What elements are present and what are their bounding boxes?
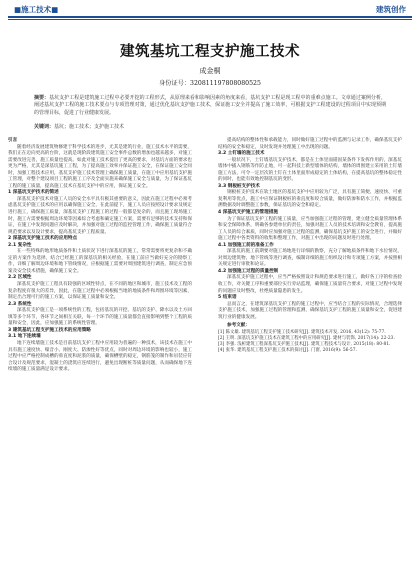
section-heading: 2.1 复杂性 [8, 242, 32, 248]
body-column-right [218, 138, 402, 355]
header-rule-thin [8, 19, 412, 20]
body-column-left [8, 138, 192, 374]
section-heading: 2 深基坑支护施工技术的应用特点 [8, 236, 78, 242]
body-paragraph: 为了保证基坑支护工程的施工质量，应当加强施工过程的管理，建立健全质量管理体系和安全保障体系，明确各参建单位的责任，加强对施工人员的技术培训和安全教育，提高施工人员的综合素质，同时应加强对施工过程的监测，确保基坑支护施工的安全进行，并做好施工过程中各类资料的收集和整理工作，对施工中出现的问题及时进行处理。 [218, 216, 402, 242]
body-paragraph: 地下连续墙施工技术是目前基坑支护工程中应用较为普遍的一种技术，该技术在施工中具有施工速度快、噪音小、刚度大、防渗性好等优点，同时对周边环境的影响也较小，施工过程中应严格控制成槽的垂直度和泥浆的质量，确保槽壁的稳定，钢筋笼的制作和吊装应符合设计及规范要求，混凝土的浇筑应连续进行，避免出现断桩等质量问题，从而确保地下连续墙的施工质量满足设计要求。 [8, 340, 192, 373]
reference-item: [3] 李强. 浅析建筑工程深基坑支护施工技术[J]. 建筑工程技术与设计, 2015(18): 80-81. [218, 342, 391, 348]
section-label: ■施工技术■ [14, 5, 59, 14]
body-paragraph: 深基坑支护施工是一项系统性的工程，包括基坑的开挖、基坑的支护、降水以及土方回填等多个环节，各环节之间相互关联，每一个环节的施工质量都会直接影响到整个工程的质量和安全，因此，应加强施工的系统性管理。 [8, 308, 192, 327]
body-paragraph: 深基坑支护施工过程中，应当严格按照设计和规范要求进行施工，做好各工序的检查验收工作，对关键工序和重要部位实行旁站监理，确保施工质量符合要求，对施工过程中发现的问题应及时整改，杜绝质量隐患的发生。 [218, 275, 402, 294]
journal-name: 建筑创作 [376, 5, 406, 14]
abstract-text: 基坑支护工程是建筑施工过程中必要开挖的工程形式，从原理来看和影响因素的角度来看，基坑支护工程是现工程中的重难点施工。文章通过案例分析，阐述基坑支护工程的施工技术要点与专项管理对策，通过优化基坑支护施工技术，保证施工安全并提高了施工效率，可根据支护工程建设的过程项目中实现预期的管理目标，促进了行业健康发展。 [34, 95, 386, 116]
abstract [34, 95, 386, 117]
section-heading: 引言 [8, 138, 18, 143]
reference-item: [2] 王明. 深基坑支护施工技术在建筑工程中的应用研究[J]. 建材与装饰, 2017(14): 22-23. [218, 336, 395, 342]
section-heading: 2.3 系统性 [8, 301, 32, 307]
section-heading: 4.2 加强施工过程的质量控制 [218, 268, 279, 274]
section-heading: 2.2 区域性 [8, 275, 32, 281]
section-heading: 3.2 土钉墙的施工技术 [218, 151, 265, 157]
section-heading: 3 建筑基坑工程支护施工技术的应用策略 [8, 327, 91, 333]
section-heading: 4.1 加强施工前的准备工作 [218, 242, 274, 248]
reference-item: [4] 张华. 建筑基坑工程支护施工技术的探讨[J]. 门窗, 2016(9): 56-57. [218, 348, 357, 354]
keywords [34, 123, 386, 130]
page-header [8, 0, 412, 20]
body-paragraph: 提高结构的整体性和承载能力，同时做好施工过程中的监测与记录工作，确保基坑支护结构的安全和稳定，及时发现并处理施工中出现的问题。 [218, 138, 402, 150]
article-author: 成金桐 [199, 67, 221, 75]
article-title: 建筑基坑工程支护施工技术 [120, 44, 300, 60]
body-paragraph: 在一些特殊的地形地质条件和土质状况下进行深基坑的施工，常常需要将更复杂和不确定的方案作为选择，结合已经施工的深基坑的相关经验，在施工前应当做好充分的勘察工作，详细了解周边环境和地下管线情况，应根据施工需要对周围建筑进行调查，制定应急预案及安全技术措施，确保施工安全。 [8, 249, 192, 274]
reference-item: [1] 陈文雄. 建筑基坑工程支护施工技术研究[J]. 建筑技术开发, 2016, 43(12): 75-77. [218, 329, 386, 335]
references-heading: 参考文献： [227, 323, 250, 329]
section-heading: 1 深基坑支护技术的简述 [8, 190, 59, 196]
section-heading: 3.1 地下连续墙 [8, 334, 41, 340]
abstract-label: 摘要： [34, 95, 50, 101]
author-id: 身份证号：320811197808080525 [159, 80, 261, 87]
body-paragraph: 深基坑的施工前期要对施工场地进行详细的勘察，充分了解地质条件和地下水位情况，对周边建筑物、地下管线等进行调查，编制详细的施工组织设计和专项施工方案，并按照相关规定进行审批和论证。 [218, 249, 402, 268]
body-paragraph: 钢板桩支护技术在软土地区的基坑支护中应用较为广泛，具有施工简便、速度快、可重复利用等优点，施工中应保证钢板桩的垂直度和咬合质量，做好防渗和防水工作，并根据监测数据及时调整施工参数，保证基坑的安全和稳定。 [218, 190, 402, 209]
keywords-label: 关键词： [34, 124, 55, 130]
header-rule [8, 16, 412, 18]
section-heading: 3.3 钢板桩支护技术 [218, 183, 260, 189]
section-heading: 5 结束语 [218, 295, 237, 301]
body-paragraph: 深基坑支护施工工程具有较强的区域性特点，在不同的地区和城市，施工技术及工程的复杂程度有很大的差异，因此，在施工过程中必须根据当地的地质条件和周围环境等因素，制定出合理可行的施工方案，以保证施工质量和安全。 [8, 282, 192, 301]
body-paragraph: 总而言之，在建筑深基坑支护工程的施工过程中，应当结合工程的实际情况，合理选择支护施工技术，加强施工过程的管理和监测，确保基坑支护工程的施工质量和安全，促进建筑行业的健康发展。 [218, 301, 402, 320]
body-paragraph: 随着经济发展建筑物修建于科学技术的进步，尤其是建筑行业，施工技术水平的需要，我们正在迈向更高的台阶，这就是现阶段建筑施工安全事件总数的增加也越来越多，对施工需要改进完善，施工质量也提高。如此对施工技术提出了更高的要求，对基坑方面的要求也更为严格，尤其是深基坑施工工程，为了提高施工效率并保证施工安全，在保证施工安全同时，加强工程技术应用，基坑支护施工技术管理上确保施工质量，在施工中应用基坑支护施工管理，对整个建设项目工程的施工工序及全面实施来确保施工安全与质量，为了保证基坑工程的施工质量，提高施工技术在基坑支护中的应用，保证施工安全。 [8, 144, 192, 189]
body-paragraph: 深基坑支护技术对施工人员的安全水平具有极其重要的意义，因此在施工过程中必须考虑基坑支护施工技术的应用以确保施工安全，在此前提下，施工人员应按照设计要求及规定进行施工，确保施工质量，深基坑支护工程施工的过程一般都是复杂的，而且施工现场施工时，施工方需要根据周边环境等因素综合考虑和确定施工方案，需要有足够的技术支持和保证，在施工中发现问题应及时解决，并加强对施工过程的监控管理工作，确保施工质量符合规范要求以及设计要求，提高基坑支护工程质量。 [8, 196, 192, 235]
body-paragraph: 一般状况下，土钉墙基坑支护技术，都是在土体里面锚固某条件下发挥作用的，深基坑墙体中插入钢筋等作防止地，可一起科技上新型墙体的结构，墙体的周围建立采用的土钉墙施工方法，可令一定层次的土钉在土体里面形成稳定的土体结构，在提高基坑的整体稳定性的同时，也能有效地控制基坑的变形。 [218, 157, 402, 183]
section-heading: 4 深基坑支护施工的管理措施 [218, 210, 278, 216]
keywords-text: 基坑；施工技术；支护施工技术 [54, 124, 125, 130]
